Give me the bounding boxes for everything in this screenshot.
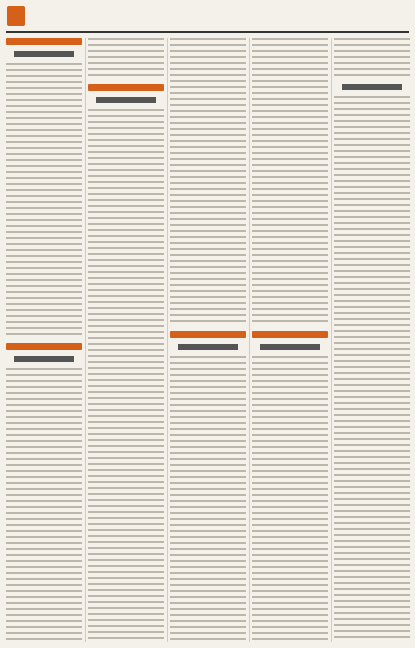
column bbox=[88, 38, 164, 642]
column bbox=[334, 38, 410, 642]
notice-body bbox=[170, 356, 246, 643]
column-divider bbox=[331, 38, 332, 642]
notice-title bbox=[260, 344, 320, 350]
page-number-badge bbox=[7, 6, 25, 26]
section-header bbox=[170, 331, 246, 338]
notice-title bbox=[96, 97, 156, 103]
column-divider bbox=[249, 38, 250, 642]
notice-body bbox=[88, 38, 164, 78]
notice-body bbox=[334, 38, 410, 78]
masthead-rule bbox=[6, 31, 409, 33]
column bbox=[170, 38, 246, 642]
column bbox=[6, 38, 82, 642]
notice-body bbox=[252, 38, 328, 325]
section-header bbox=[252, 331, 328, 338]
masthead bbox=[0, 0, 415, 34]
column-divider bbox=[85, 38, 86, 642]
notice-title bbox=[178, 344, 238, 350]
notice-body bbox=[334, 96, 410, 642]
announcement-columns bbox=[6, 38, 409, 642]
notice-title bbox=[342, 84, 402, 90]
notice-body bbox=[170, 38, 246, 325]
notice-title bbox=[14, 356, 74, 362]
section-header bbox=[6, 38, 82, 45]
notice-body bbox=[6, 368, 82, 642]
column bbox=[252, 38, 328, 642]
notice-body bbox=[252, 356, 328, 643]
column-divider bbox=[167, 38, 168, 642]
notice-body bbox=[88, 109, 164, 642]
notice-body bbox=[6, 63, 82, 337]
notice-title bbox=[14, 51, 74, 57]
section-header bbox=[6, 343, 82, 350]
section-header bbox=[88, 84, 164, 91]
